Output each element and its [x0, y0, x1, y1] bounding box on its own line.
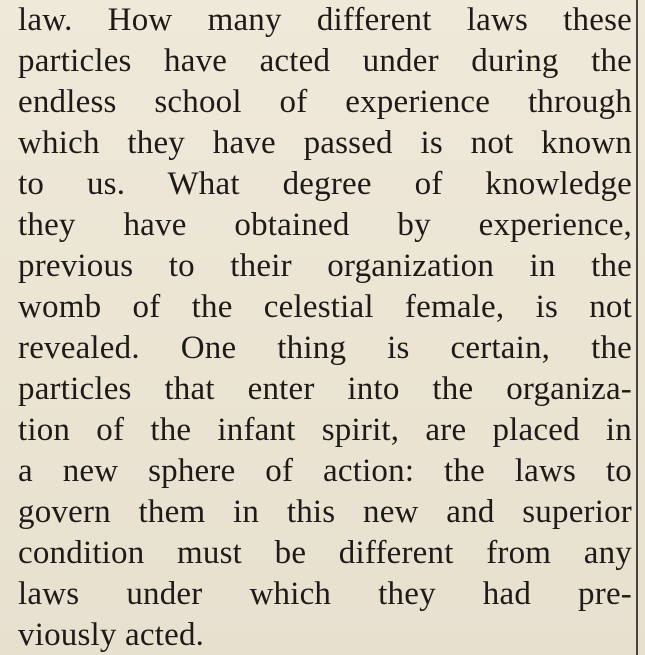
text-line: endless school of experience through: [18, 84, 632, 120]
text-line: a new sphere of action: the laws to: [18, 453, 632, 489]
text-line: revealed. One thing is certain, the: [18, 330, 632, 366]
text-line: tion of the infant spirit, are placed in: [18, 412, 632, 448]
text-line: particles have acted under during the: [18, 43, 632, 79]
column-rule: [636, 0, 638, 655]
text-line: viously acted.: [18, 617, 205, 653]
text-line: govern them in this new and superior: [18, 494, 632, 530]
text-line: previous to their organization in the: [18, 248, 632, 284]
text-line: to us. What degree of knowledge: [18, 166, 632, 202]
text-line: womb of the celestial female, is not: [18, 289, 632, 325]
text-line: laws under which they had pre-: [18, 576, 632, 612]
text-line: law. How many different laws these: [18, 2, 632, 38]
text-line: particles that enter into the organiza-: [18, 371, 632, 407]
text-line: they have obtained by experience,: [18, 207, 632, 243]
text-line: which they have passed is not known: [18, 125, 632, 161]
text-column: [18, 0, 632, 655]
text-line: condition must be different from any: [18, 535, 632, 571]
